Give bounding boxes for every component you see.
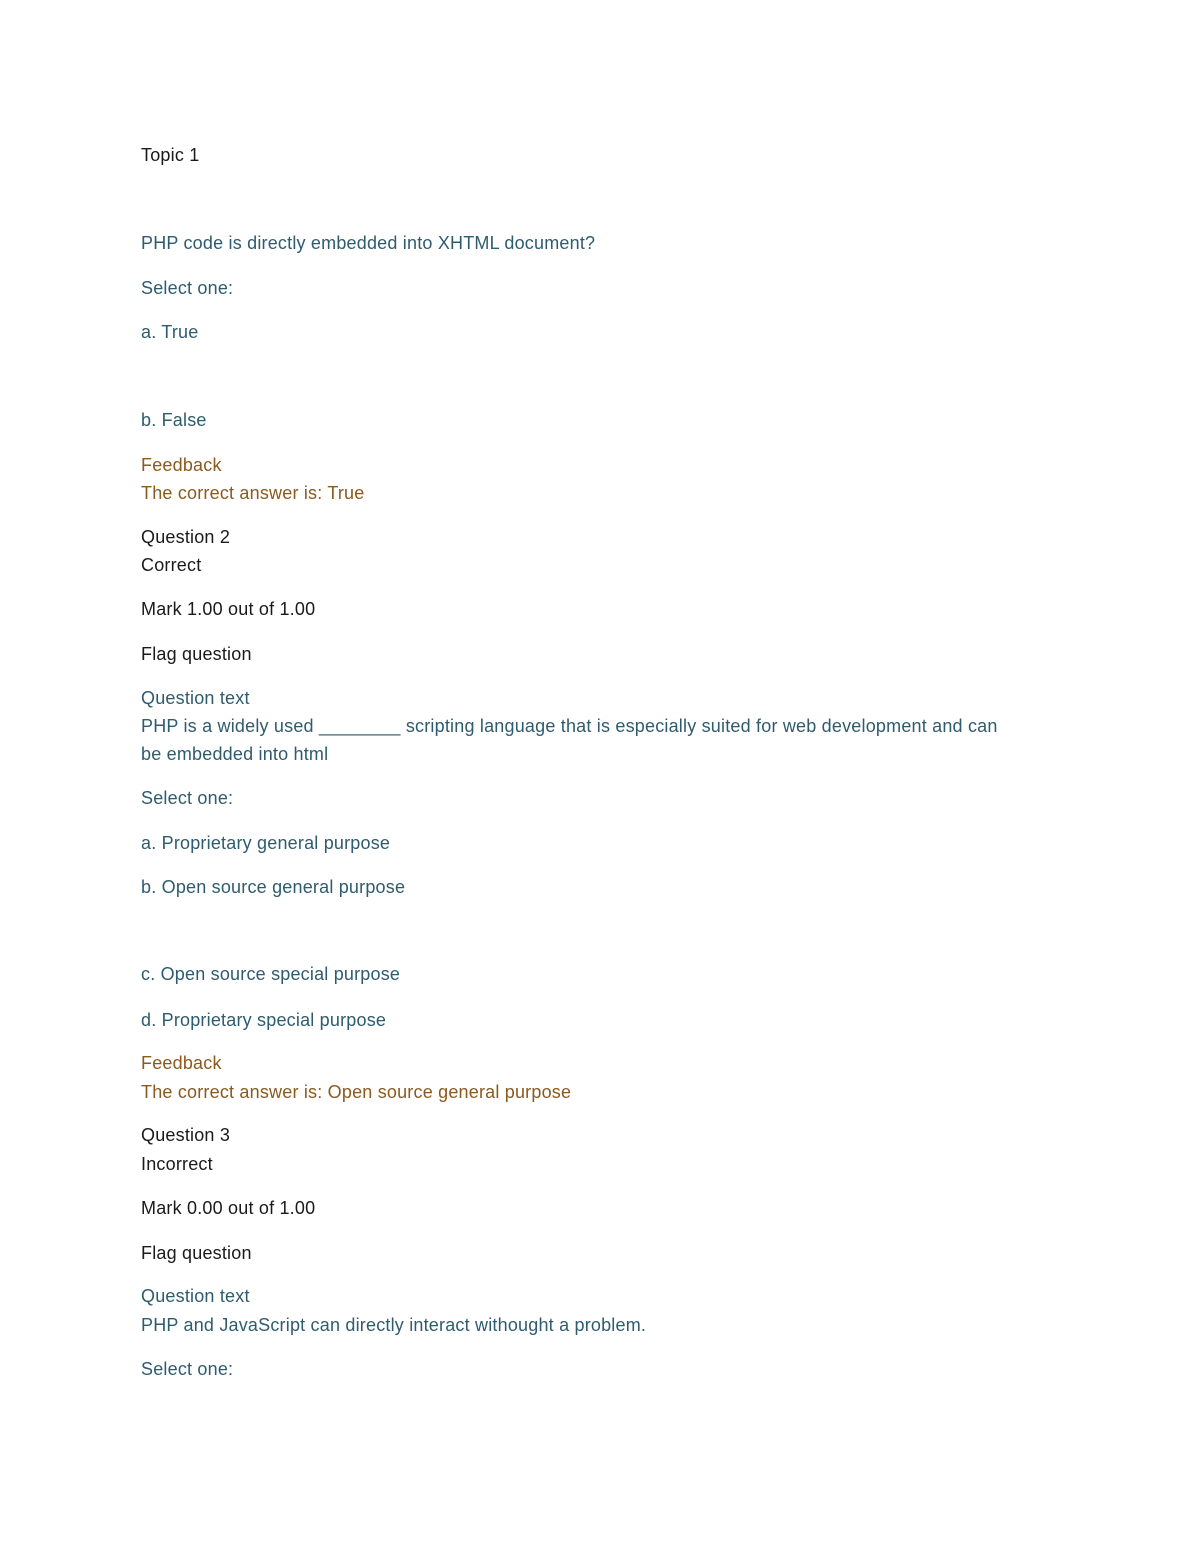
q3-flag-question[interactable]: Flag question [141,1243,252,1263]
q2-feedback-answer: The correct answer is: Open source general purpose [141,1082,572,1102]
q2-status: Correct [141,555,202,575]
q2-text-line2: be embedded into html [141,744,329,764]
q2-text-label: Question text [141,688,250,708]
q3-mark: Mark 0.00 out of 1.00 [141,1198,316,1218]
q2-text-line1: PHP is a widely used ________ scripting language that is especially suited for web development and can [141,716,998,736]
q1-text: PHP code is directly embedded into XHTML document? [141,233,596,253]
q1-option-a[interactable]: a. True [141,322,199,342]
q2-feedback-label: Feedback [141,1053,222,1073]
q1-select-prompt: Select one: [141,278,234,298]
q2-option-b[interactable]: b. Open source general purpose [141,877,406,897]
q1-option-b[interactable]: b. False [141,410,207,430]
q1-feedback-label: Feedback [141,455,222,475]
q2-number: Question 2 [141,527,231,547]
q2-flag-question[interactable]: Flag question [141,644,252,664]
q3-select-prompt: Select one: [141,1359,234,1379]
q2-mark: Mark 1.00 out of 1.00 [141,599,316,619]
q3-status: Incorrect [141,1154,213,1174]
q2-option-a[interactable]: a. Proprietary general purpose [141,833,391,853]
topic-title: Topic 1 [141,145,200,165]
q3-text-label: Question text [141,1286,250,1306]
q2-option-d[interactable]: d. Proprietary special purpose [141,1010,387,1030]
q1-feedback-answer: The correct answer is: True [141,483,365,503]
q2-option-c[interactable]: c. Open source special purpose [141,964,401,984]
q3-number: Question 3 [141,1125,231,1145]
q2-select-prompt: Select one: [141,788,234,808]
q3-text: PHP and JavaScript can directly interact withought a problem. [141,1315,647,1335]
